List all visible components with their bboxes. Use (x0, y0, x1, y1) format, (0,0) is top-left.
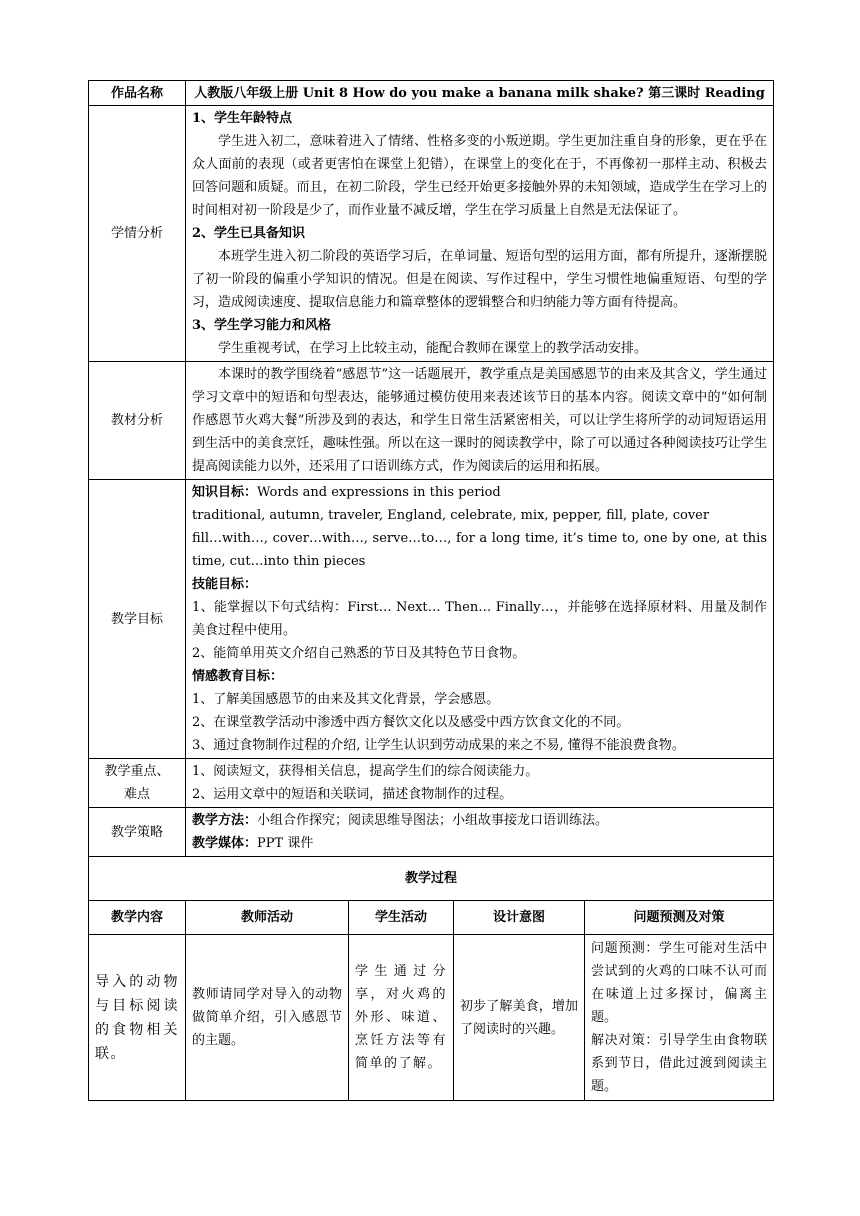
media-line (192, 832, 767, 855)
knowledge-goal-intro: Words and expressions in this period (257, 485, 501, 500)
process-content-cell: 导入的动物与目标阅读的食物相关联。 (89, 935, 186, 1101)
learner-paragraph-2: 本班学生进入初二阶段的英语学习后，在单词量、短语句型的运用方面，都有所提升，逐渐摆脱了初一阶段的偏重小学知识的情况。但是在阅读、写作过程中，学生习惯性地偏重短语、句型的学习，造成阅读速度、提取信息能力和篇章整体的逻辑整合和归纳能力等方面有待提高。 (192, 249, 767, 310)
strategy-row (89, 808, 774, 857)
learner-paragraph-1: 学生进入初二，意味着进入了情绪、性格多变的小叛逆期。学生更加注重自身的形象，更在乎在众人面前的表现（或者更害怕在课堂上犯错），在课堂上的变化在于，不再像初一那样主动、积极去回答问题和质疑。而且，在初二阶段，学生已经开始更多接触外界的未知领域，造成学生在学习上的时间相对初一阶段是少了，而作业量不减反增，学生在学习质量上自然是无法保证了。 (192, 134, 767, 218)
skill-goal-1: 1、能掌握以下句式结构：First… Next… Then… Finally…，并能够在选择原材料、用量及制作美食过程中使用。 (192, 600, 767, 638)
knowledge-goal-title: 知识目标： (192, 485, 258, 500)
learner-heading-2: 2、学生已具备知识 (192, 226, 306, 241)
skill-goal-2: 2、能简单用英文介绍自己熟悉的节日及其特色节日食物。 (192, 646, 526, 661)
col-header-student: 学生活动 (349, 901, 454, 935)
teaching-goals-content (186, 480, 774, 759)
method-line (192, 809, 767, 832)
key-points-label-line1: 教学重点、 (104, 764, 170, 779)
key-point-1: 1、阅读短文，获得相关信息，提高学生们的综合阅读能力。 (192, 764, 539, 779)
key-points-row (89, 759, 774, 808)
knowledge-words: traditional, autumn, traveler, England, celebrate, mix, pepper, fill, plate, cover (192, 508, 710, 523)
lesson-plan-table (88, 80, 774, 1101)
col-header-teacher: 教师活动 (186, 901, 349, 935)
key-points-label-line2: 难点 (123, 787, 150, 802)
learner-analysis-content (186, 106, 774, 362)
process-title: 教学过程 (89, 857, 774, 901)
teaching-goals-row (89, 480, 774, 759)
media-text: PPT 课件 (257, 836, 314, 851)
emotion-goal-3: 3、通过食物制作过程的介绍, 让学生认识到劳动成果的来之不易, 懂得不能浪费食物。 (192, 738, 685, 753)
learner-heading-3: 3、学生学习能力和风格 (192, 318, 332, 333)
process-student-cell: 学生通过分享，对火鸡的外形、味道、烹饪方法等有简单的了解。 (349, 935, 454, 1101)
media-title: 教学媒体： (192, 836, 258, 851)
emotion-goal-2: 2、在课堂教学活动中渗透中西方餐饮文化以及感受中西方饮食文化的不同。 (192, 715, 630, 730)
col-header-strategy: 问题预测及对策 (585, 901, 774, 935)
col-header-intent: 设计意图 (454, 901, 585, 935)
knowledge-goal-line (192, 481, 767, 504)
work-title: 人教版八年级上册 Unit 8 How do you make a banana milk shake? 第三课时 Reading (186, 81, 774, 106)
knowledge-phrases: fill…with…, cover…with…, serve…to…, for a long time, it’s time to, one by one, at this time, cut…into thin pieces (192, 531, 767, 569)
process-teacher-cell: 教师请同学对导入的动物做简单介绍，引入感恩节的主题。 (186, 935, 349, 1101)
key-points-content (186, 759, 774, 808)
material-paragraph: 本课时的教学围绕着“感恩节”这一话题展开，教学重点是美国感恩节的由来及其含义，学生通过学习文章中的短语和句型表达，能够通过模仿使用来表述该节日的基本内容。阅读文章中的“如何制作感恩节火鸡大餐”所涉及到的表达，和学生日常生活紧密相关，可以让学生将所学的动词短语运用到生活中的美食烹饪，趣味性强。所以在这一课时的阅读教学中，除了可以通过各种阅读技巧让学生提高阅读能力以外，还采用了口语训练方式，作为阅读后的运用和拓展。 (192, 367, 767, 474)
method-text: 小组合作探究；阅读思维导图法；小组故事接龙口语训练法。 (257, 813, 609, 828)
material-analysis-row (89, 362, 774, 480)
skill-goal-title: 技能目标： (192, 577, 258, 592)
key-point-2: 2、运用文章中的短语和关联词，描述食物制作的过程。 (192, 787, 513, 802)
process-header-row (89, 901, 774, 935)
learner-paragraph-3: 学生重视考试，在学习上比较主动，能配合教师在课堂上的教学活动安排。 (218, 341, 648, 356)
method-title: 教学方法： (192, 813, 258, 828)
process-intent-cell: 初步了解美食，增加了阅读时的兴趣。 (454, 935, 585, 1101)
emotion-goal-1: 1、了解美国感恩节的由来及其文化背景，学会感恩。 (192, 692, 500, 707)
strategy-content (186, 808, 774, 857)
material-analysis-content (186, 362, 774, 480)
title-label: 作品名称 (89, 81, 186, 106)
process-title-row (89, 857, 774, 901)
learner-analysis-row (89, 106, 774, 362)
process-strategy-cell: 问题预测：学生可能对生活中尝试到的火鸡的口味不认可而在味道上过多探讨，偏离主题。 解决对策：引导学生由食物联系到节日，借此过渡到阅读主题。 (585, 935, 774, 1101)
material-analysis-label: 教材分析 (89, 362, 186, 480)
key-points-label (89, 759, 186, 808)
title-row (89, 81, 774, 106)
learner-heading-1: 1、学生年龄特点 (192, 111, 293, 126)
strategy-label: 教学策略 (89, 808, 186, 857)
col-header-content: 教学内容 (89, 901, 186, 935)
learner-analysis-label: 学情分析 (89, 106, 186, 362)
emotion-goal-title: 情感教育目标： (192, 669, 284, 684)
teaching-goals-label: 教学目标 (89, 480, 186, 759)
process-row (89, 935, 774, 1101)
